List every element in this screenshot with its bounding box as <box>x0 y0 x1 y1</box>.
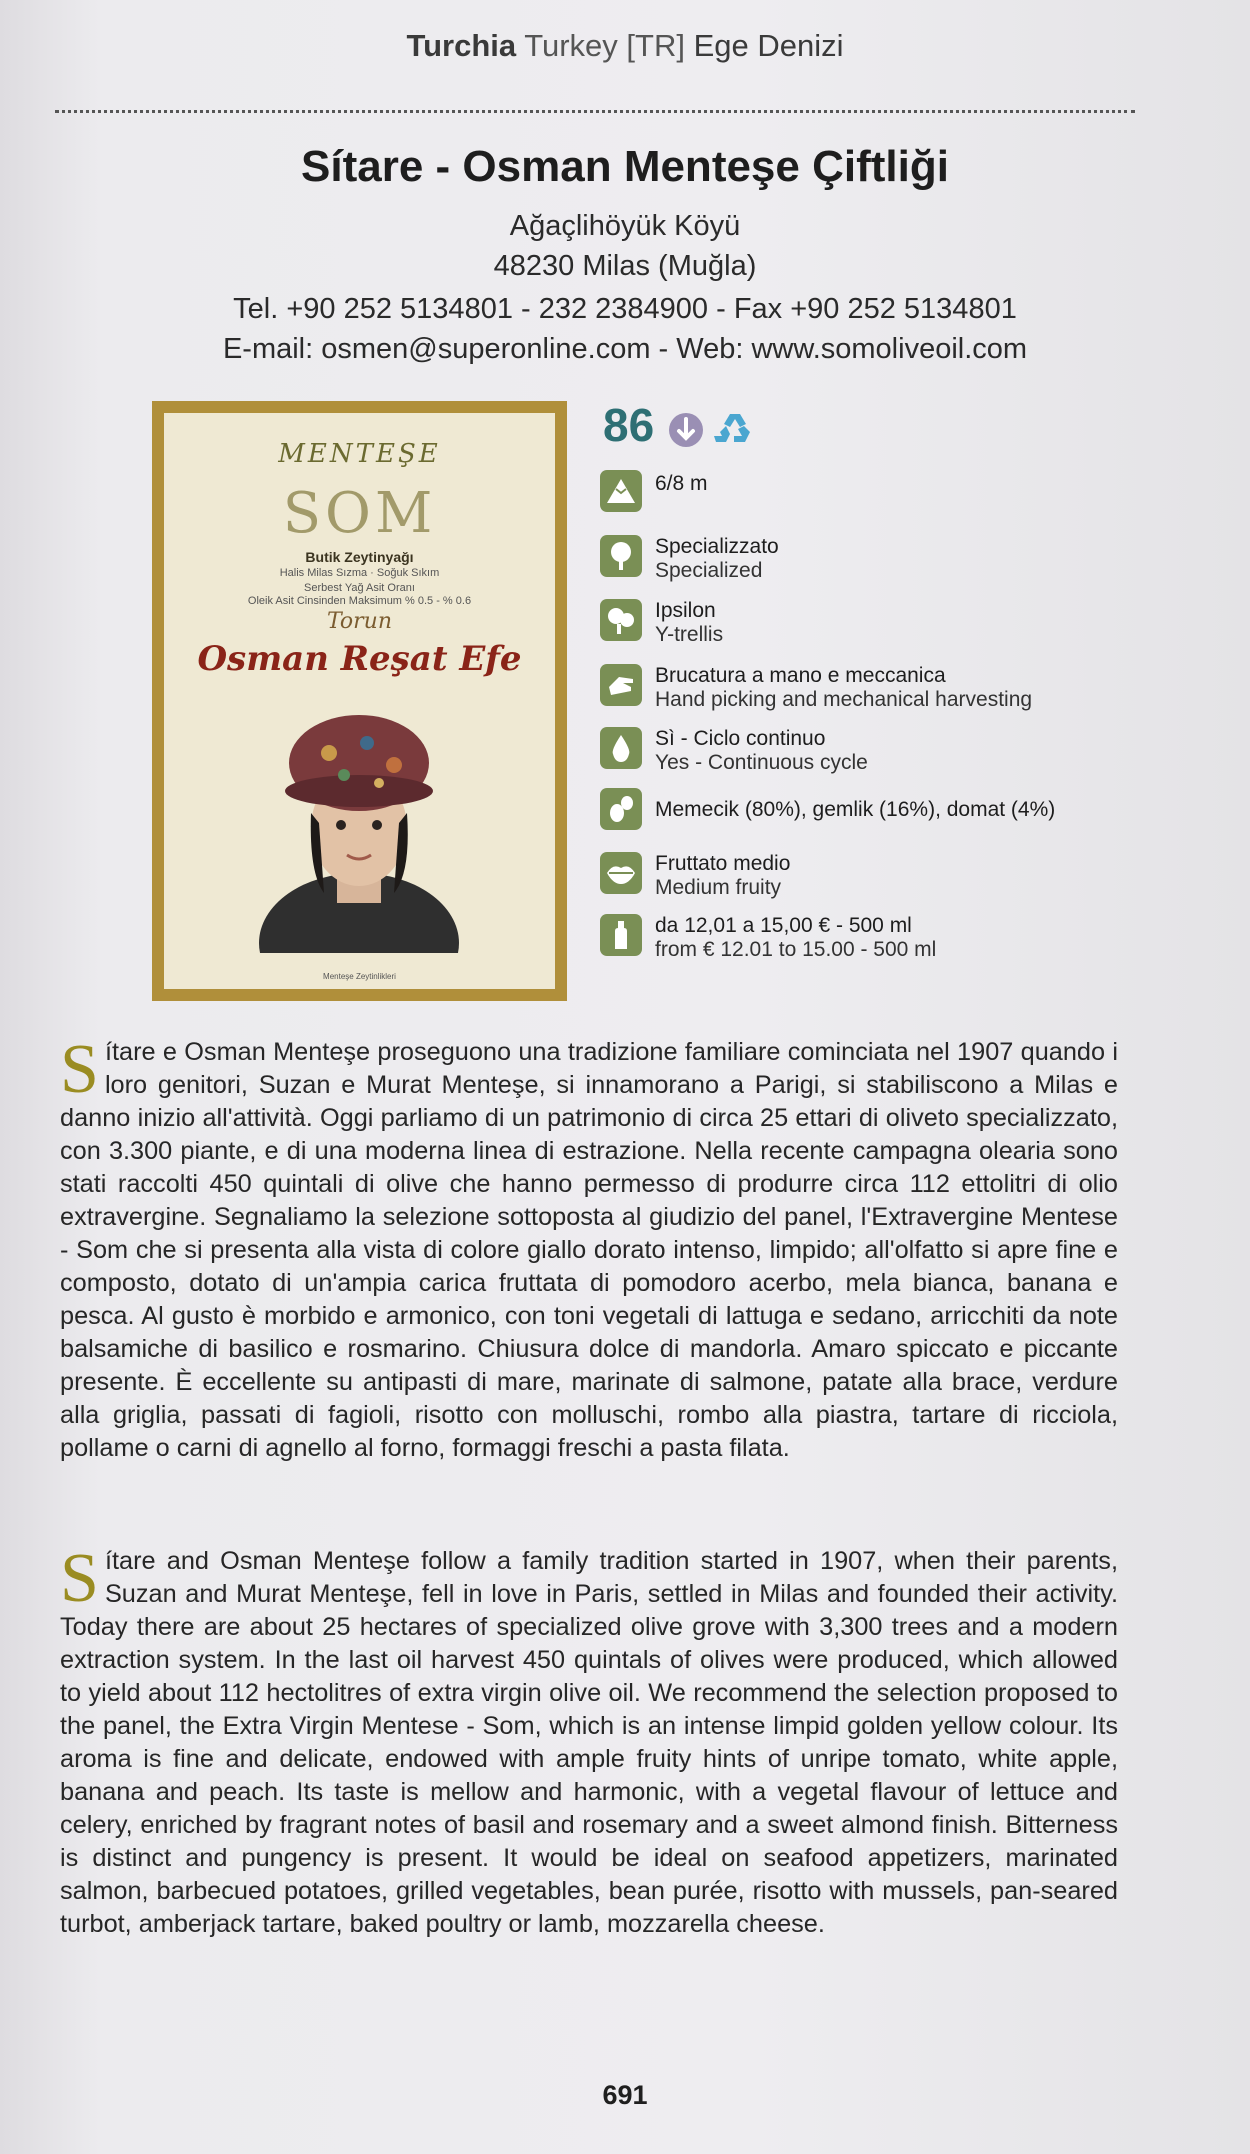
attr-extraction <box>600 725 1160 777</box>
harvest-it: Brucatura a mano e meccanica <box>655 664 946 687</box>
region-name: Ege Denizi <box>693 28 844 63</box>
drop-icon <box>600 727 642 769</box>
attr-fruitiness <box>600 850 1160 902</box>
address-line-1: Ağaçlihöyük Köyü <box>509 210 741 242</box>
description-english <box>60 1540 1118 1941</box>
label-torun: Torun <box>326 609 393 634</box>
attr-cultivars <box>600 786 1160 838</box>
fruitiness-it: Fruttato medio <box>655 852 791 875</box>
label-line-3: Serbest Yağ Asit Oranı <box>304 582 415 594</box>
description-italian <box>60 1031 1118 1465</box>
contact-line: E-mail: osmen@superonline.com - Web: www.somoliveoil.com <box>222 333 1028 365</box>
cultivars-text: Memecik (80%), gemlik (16%), domat (4%) <box>655 798 1056 821</box>
price-en: from € 12.01 to 15.00 - 500 ml <box>655 938 937 961</box>
running-header <box>0 28 1250 64</box>
bottle-icon <box>600 914 642 956</box>
attr-grove <box>600 533 1160 585</box>
score-icons <box>668 410 778 450</box>
attr-price <box>600 912 1160 964</box>
attr-training <box>600 597 1160 649</box>
trellis-icon <box>600 599 642 641</box>
child-portrait-illustration <box>249 703 469 953</box>
grove-en: Specialized <box>655 559 763 582</box>
lips-icon <box>600 852 642 894</box>
label-line-4: Oleik Asit Cinsinden Maksimum % 0.5 - % 0.6 <box>247 595 472 607</box>
training-it: Ipsilon <box>655 599 716 622</box>
label-paper <box>164 413 555 989</box>
attr-altitude <box>600 468 1160 520</box>
hand-icon <box>600 664 642 706</box>
altitude-text: 6/8 m <box>655 472 708 495</box>
extraction-it: Sì - Ciclo continuo <box>655 727 826 750</box>
country-italian: Turchia <box>406 28 517 63</box>
label-person-name: Osman Reşat Efe <box>197 639 522 679</box>
product-label-image <box>152 401 567 1001</box>
country-code: [TR] <box>626 28 685 63</box>
label-logo: SOM <box>282 481 437 546</box>
tree-icon <box>600 535 642 577</box>
description-italian-text: ítare e Osman Menteşe proseguono una tradizione familiare cominciata nel 1907 quando i loro genitori, Suzan e Murat Menteşe, si innamorano a Parigi, si stabiliscono a Milas e danno inizio all'attività. Oggi parliamo di un patrimonio di circa 25 ettari di oliveto specializzato, con 3.300 piante, e di una moderna linea di estrazione. Nella recente campagna olearia sono stati raccolti 450 quintali di olive che hanno permesso di produrre circa 112 ettolitri di olio extravergine. Segnaliamo la selezione sottoposta al giudizio del panel, l'Extravergine Mentese - Som che si presenta alla vista di colore giallo dorato intenso, limpido; all'olfatto si apre fine e composto, dotato di un'ampia carica fruttata di pomodoro acerbo, mela bianca, banana e pesca. Al gusto è morbido e armonico, con toni vegetali di lattuga e sedano, arricchiti da note balsamiche di basilico e rosmarino. Chiusura dolce di mandorla. Amaro spiccato e piccante presente. È eccellente su antipasti di mare, marinate di salmone, patate alla brace, verdure alla griglia, passati di fagioli, risotto con molluschi, rombo alla piastra, tartare di ricciola, pollame o carni di agnello al forno, formaggi freschi a pasta filata. <box>60 1038 1118 1462</box>
altitude-icon <box>600 470 642 512</box>
label-brand: MENTEŞE <box>278 439 441 469</box>
page-number: 691 <box>602 2080 648 2110</box>
training-en: Y-trellis <box>655 623 724 646</box>
label-footer: Menteşe Zeytinlikleri <box>323 972 396 981</box>
drop-cap-english: S <box>60 1540 99 1617</box>
label-line-2: Halis Milas Sızma · Soğuk Sıkım <box>279 567 440 579</box>
down-arrow-icon <box>669 413 703 447</box>
grove-it: Specializzato <box>655 535 779 558</box>
attr-harvest <box>600 662 1160 714</box>
score-value: 86 <box>603 399 655 451</box>
extraction-en: Yes - Continuous cycle <box>655 751 868 774</box>
description-english-text: ítare and Osman Menteşe follow a family tradition started in 1907, when their parents, Suzan and Murat Menteşe, fell in love in Paris, settled in Milas and founded their activity. Today there are about 25 hectares of specialized olive grove with 3,300 trees and a modern extraction system. In the last oil harvest 450 quintals of olives were produced, which allowed to yield about 112 hectolitres of extra virgin olive oil. We recommend the selection proposed to the panel, the Extra Virgin Mentese - Som, which is an intense limpid golden yellow colour. Its aroma is fine and delicate, endowed with ample fruity hints of unripe tomato, white apple, banana and peach. Its taste is mellow and harmonic, with a vegetal flavour of lettuce and celery, enriched by fragrant notes of basil and rosemary and a sweet almond finish. Bitterness is distinct and pungency is present. It would be ideal on seafood appetizers, marinated salmon, barbecued potatoes, grilled vegetables, bean purée, risotto with mussels, pan-seared turbot, amberjack tartare, baked poultry or lamb, mozzarella cheese. <box>60 1547 1118 1938</box>
harvest-en: Hand picking and mechanical harvesting <box>655 688 1033 711</box>
olives-icon <box>600 788 642 830</box>
address-line-2: 48230 Milas (Muğla) <box>493 250 757 282</box>
phone-line: Tel. +90 252 5134801 - 232 2384900 - Fax +90 252 5134801 <box>233 293 1017 325</box>
drop-cap-italian: S <box>60 1031 99 1108</box>
dotted-divider <box>55 110 1135 113</box>
price-it: da 12,01 a 15,00 € - 500 ml <box>655 914 912 937</box>
label-line-1: Butik Zeytinyağı <box>305 549 414 565</box>
recycle-icon <box>714 414 750 442</box>
producer-name: Sítare - Osman Menteşe Çiftliği <box>301 142 949 191</box>
country-english: Turkey <box>524 28 618 63</box>
fruitiness-en: Medium fruity <box>655 876 782 899</box>
